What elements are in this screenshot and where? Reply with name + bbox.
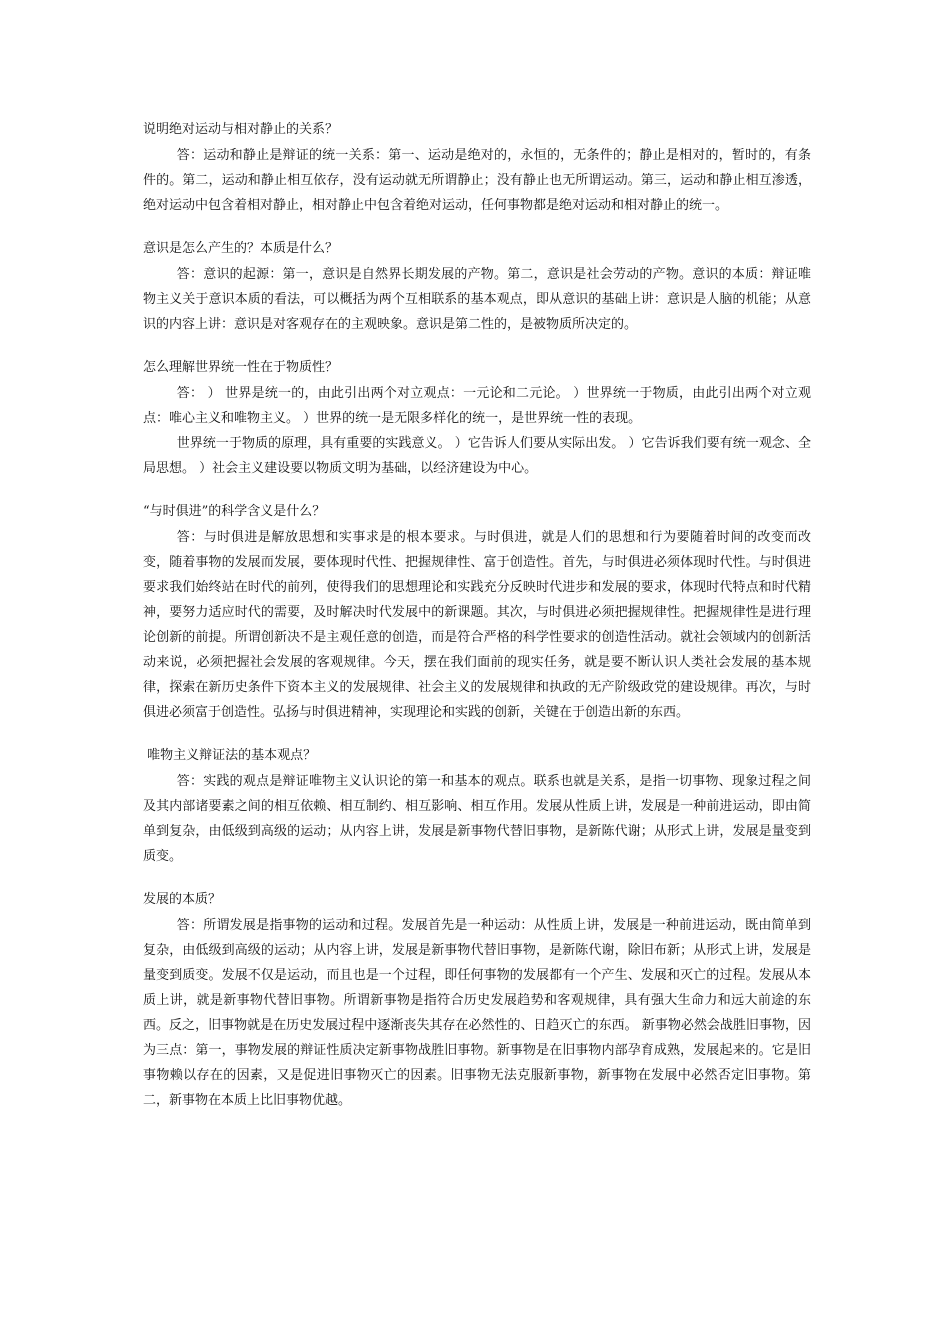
qa-section	[143, 499, 811, 725]
answer-paragraph: 答：所谓发展是指事物的运动和过程。发展首先是一种运动：从性质上讲，发展是一种前进运动，既由简单到复杂，由低级到高级的运动；从内容上讲，发展是新事物代替旧事物，是新陈代谢，除旧布新；从形式上讲，发展是量变到质变。发展不仅是运动，而且也是一个过程，即任何事物的发展都有一个产生、发展和灭亡的过程。发展从本质上讲，就是新事物代替旧事物。所谓新事物是指符合历史发展趋势和客观规律，具有强大生命力和远大前途的东西。反之，旧事物就是在历史发展过程中逐渐丧失其存在必然性的、日趋灭亡的东西。 新事物必然会战胜旧事物，因为三点：第一，事物发展的辩证性质决定新事物战胜旧事物。新事物是在旧事物内部孕育成熟，发展起来的。它是旧事物赖以存在的因素，又是促进旧事物灭亡的因素。旧事物无法克服新事物，新事物在发展中必然否定旧事物。第二，新事物在本质上比旧事物优越。	[143, 918, 811, 1108]
answer-paragraph: 答： ） 世界是统一的，由此引出两个对立观点：一元论和二元论。 ）世界统一于物质，由此引出两个对立观点：唯心主义和唯物主义。 ）世界的统一是无限多样化的统一，是世界统一性的表现。	[143, 386, 811, 426]
qa-section	[143, 743, 811, 869]
question-heading: 发展的本质？	[143, 892, 222, 907]
qa-section	[143, 355, 811, 481]
document-content	[143, 117, 811, 1131]
qa-section	[143, 117, 811, 218]
qa-section	[143, 887, 811, 1113]
question-heading: “与时俱进”的科学含义是什么？	[143, 504, 326, 519]
question-heading: 说明绝对运动与相对静止的关系？	[143, 122, 339, 137]
answer-paragraph: 答：与时俱进是解放思想和实事求是的根本要求。与时俱进，就是人们的思想和行为要随着时间的改变而改变，随着事物的发展而发展，要体现时代性、把握规律性、富于创造性。首先，与时俱进必须体现时代性。与时俱进要求我们始终站在时代的前列，使得我们的思想理论和实践充分反映时代进步和发展的要求，体现时代特点和时代精神，要努力适应时代的需要，及时解决时代发展中的新课题。其次，与时俱进必须把握规律性。把握规律性是进行理论创新的前提。所谓创新决不是主观任意的创造，而是符合严格的科学性要求的创造性活动。就社会领域内的创新活动来说，必须把握社会发展的客观规律。今天，摆在我们面前的现实任务，就是要不断认识人类社会发展的基本规律，探索在新历史条件下资本主义的发展规律、社会主义的发展规律和执政的无产阶级政党的建设规律。再次，与时俱进必须富于创造性。弘扬与时俱进精神，实现理论和实践的创新，关键在于创造出新的东西。	[143, 530, 811, 720]
question-heading: 唯物主义辩证法的基本观点？	[143, 748, 317, 763]
answer-paragraph: 答：实践的观点是辩证唯物主义认识论的第一和基本的观点。联系也就是关系，是指一切事物、现象过程之间及其内部诸要素之间的相互依赖、相互制约、相互影响、相互作用。发展从性质上讲，发展是一种前进运动，即由简单到复杂，由低级到高级的运动；从内容上讲，发展是新事物代替旧事物，是新陈代谢；从形式上讲，发展是量变到质变。	[143, 774, 811, 864]
answer-paragraph: 答：运动和静止是辩证的统一关系：第一、运动是绝对的，永恒的，无条件的；静止是相对的，暂时的，有条件的。第二，运动和静止相互依存，没有运动就无所谓静止；没有静止也无所谓运动。第三，运动和静止相互渗透，绝对运动中包含着相对静止，相对静止中包含着绝对运动，任何事物都是绝对运动和相对静止的统一。	[143, 148, 811, 213]
question-heading: 意识是怎么产生的？本质是什么？	[143, 241, 339, 256]
answer-paragraph: 世界统一于物质的原理，具有重要的实践意义。 ）它告诉人们要从实际出发。 ）它告诉我们要有统一观念、全局思想。 ）社会主义建设要以物质文明为基础，以经济建设为中心。	[143, 436, 811, 476]
answer-paragraph: 答：意识的起源：第一，意识是自然界长期发展的产物。第二，意识是社会劳动的产物。意识的本质：辩证唯物主义关于意识本质的看法，可以概括为两个互相联系的基本观点，即从意识的基础上讲：意识是人脑的机能；从意识的内容上讲：意识是对客观存在的主观映象。意识是第二性的，是被物质所决定的。	[143, 267, 811, 332]
question-heading: 怎么理解世界统一性在于物质性？	[143, 360, 339, 375]
qa-section	[143, 236, 811, 337]
